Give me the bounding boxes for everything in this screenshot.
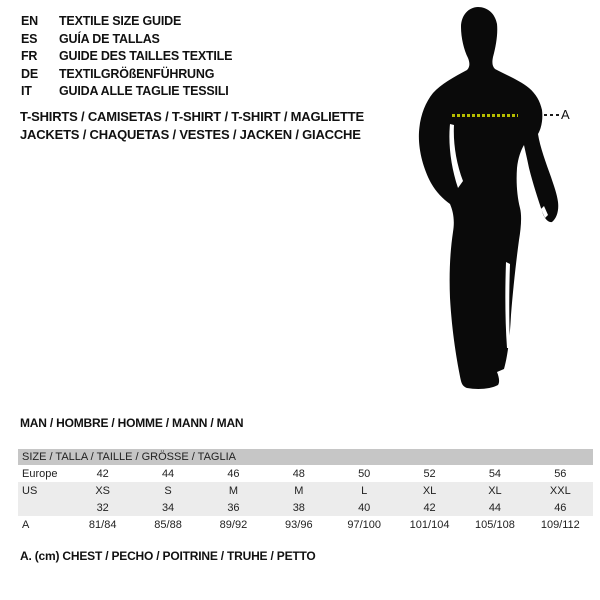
cell: 48 (292, 467, 305, 480)
language-row-en (21, 13, 232, 31)
table-row-chest-a (18, 516, 593, 533)
man-silhouette-body (419, 7, 558, 389)
cell: 38 (292, 501, 305, 514)
chest-measure-leader-dashes (544, 114, 560, 116)
cell: M (294, 484, 304, 497)
cell: 109/112 (540, 518, 580, 531)
row-label: A (22, 518, 30, 531)
language-code: ES (21, 31, 38, 46)
language-row-es (21, 31, 232, 49)
cell: 36 (227, 501, 240, 514)
language-title: TEXTILGRÖßENFÜHRUNG (59, 66, 215, 81)
cell: 44 (488, 501, 502, 514)
category-tshirts: T-SHIRTS / CAMISETAS / T-SHIRT / T-SHIRT / MAGLIETTE (20, 109, 364, 124)
cell: 46 (554, 501, 567, 514)
language-title: GUIDE DES TAILLES TEXTILE (59, 49, 233, 63)
language-code: DE (21, 66, 38, 81)
size-table (18, 465, 593, 533)
cell: 50 (358, 467, 371, 480)
table-row-us-numeric (18, 499, 593, 516)
cell: 56 (554, 467, 567, 480)
row-label: US (22, 484, 38, 497)
language-row-it (21, 83, 232, 101)
language-code: EN (21, 14, 38, 28)
cell: 93/96 (285, 518, 313, 531)
chest-measure-label: A (561, 107, 570, 122)
section-title-man: MAN / HOMBRE / HOMME / MANN / MAN (20, 416, 244, 430)
cell: 81/84 (88, 518, 117, 531)
size-table-header (18, 449, 593, 465)
cell: 34 (161, 501, 175, 514)
language-title: GUÍA DE TALLAS (59, 31, 160, 46)
row-label: Europe (22, 467, 58, 480)
cell: 40 (358, 501, 371, 514)
cell: XL (422, 484, 437, 497)
cell: 42 (96, 467, 109, 480)
cell: 52 (423, 467, 436, 480)
measurement-footnote: A. (cm) CHEST / PECHO / POITRINE / TRUHE / PETTO (20, 549, 316, 563)
cell: 46 (227, 467, 240, 480)
cell: 85/88 (154, 518, 182, 531)
cell: 101/104 (409, 518, 450, 531)
cell: 42 (423, 501, 436, 514)
cell: S (164, 484, 172, 497)
cell: 44 (161, 467, 175, 480)
language-list (21, 13, 232, 101)
category-jackets: JACKETS / CHAQUETAS / VESTES / JACKEN / GIACCHE (20, 127, 361, 142)
cell: XL (488, 484, 502, 497)
cell: XXL (549, 484, 571, 497)
language-row-de (21, 66, 232, 84)
cell: 32 (96, 501, 109, 514)
cell: 97/100 (347, 518, 382, 531)
table-row-europe (18, 465, 593, 482)
cell: 54 (488, 467, 502, 480)
table-row-us (18, 482, 593, 499)
cell: L (361, 484, 368, 497)
cell: XS (95, 484, 111, 497)
language-title: GUIDA ALLE TAGLIE TESSILI (59, 84, 229, 98)
cell: 89/92 (219, 518, 248, 531)
garment-categories (20, 108, 364, 144)
cell: M (228, 484, 239, 497)
language-code: IT (21, 84, 32, 98)
language-row-fr (21, 48, 232, 66)
man-silhouette-figure (405, 0, 600, 400)
cell: 105/108 (475, 518, 515, 531)
chest-measure-dash-line (452, 114, 518, 117)
language-code: FR (21, 49, 38, 63)
row-label (18, 499, 70, 516)
size-table-header-label: SIZE / TALLA / TAILLE / GRÖSSE / TAGLIA (22, 451, 236, 463)
language-title: TEXTILE SIZE GUIDE (59, 14, 182, 28)
